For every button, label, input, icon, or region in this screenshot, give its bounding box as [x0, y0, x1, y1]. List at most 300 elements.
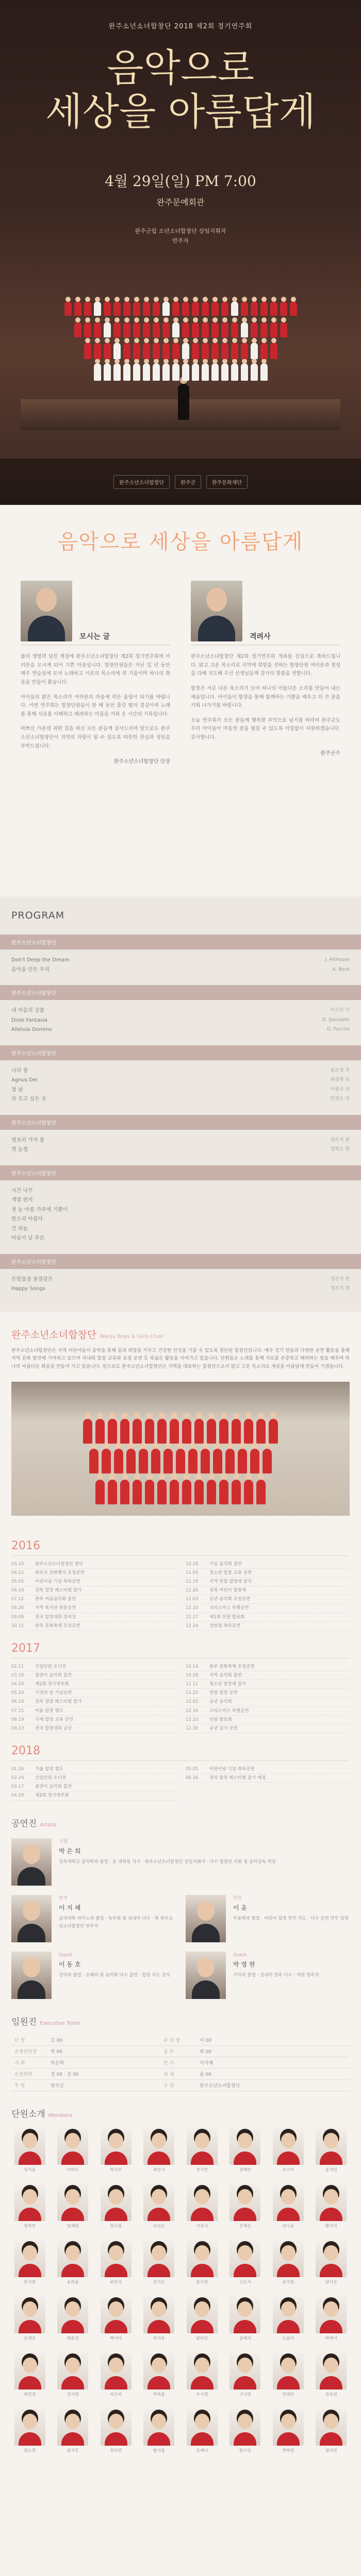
member-photo	[316, 2409, 347, 2446]
greeting-section	[0, 505, 361, 896]
program-item-composer: 송은정 곡	[330, 1067, 350, 1073]
history-text: 전북 합창 페스티벌 참가	[35, 1588, 82, 1594]
member-photo	[316, 2128, 347, 2165]
poster-title-line2: 세상을 아름답게	[45, 90, 316, 134]
program-item-title: 첫 눈썹	[11, 1147, 28, 1153]
history-date: 02.24	[11, 1775, 24, 1781]
performer-card	[11, 1838, 350, 1886]
member-card	[141, 2352, 178, 2397]
program-item	[11, 1006, 350, 1016]
staff-row	[11, 2079, 350, 2091]
history-grid	[11, 1765, 350, 1801]
member-card	[227, 2352, 264, 2397]
history-text: 송년 감사 공연	[209, 1725, 238, 1731]
history-grid	[11, 1663, 350, 1733]
staff-name: 정 00 · 강 00	[47, 2068, 160, 2079]
history-date: 12.16	[186, 1708, 199, 1714]
intro-title-text: 완주소년소녀합창단	[11, 1329, 97, 1341]
singer-figure	[84, 322, 91, 337]
member-name: 현수민	[239, 2448, 251, 2453]
member-name: 남다인	[196, 2335, 208, 2341]
singer-figure	[241, 363, 248, 381]
singer-figure	[64, 301, 72, 316]
greeting-left-p1: 봄의 생명력 넘친 계절에 완주소년소녀합창단 제2회 정기연주회에 여러분을 모시게 되어 기쁜 마음입니다. 합창단원들은 지난 일 년 동안 매주 연습실에 모여 노래하고 서로의 목소리에 귀 기울이며 하나의 화음을 만들어 왔습니다.	[21, 654, 170, 685]
history-date: 10.28	[186, 1561, 199, 1567]
singer-figure	[231, 301, 238, 316]
singer-figure	[113, 322, 121, 337]
portrait-photo	[21, 581, 72, 641]
member-name: 양시은	[325, 2279, 337, 2284]
program-item-title: Happy Songs	[11, 1286, 45, 1292]
performers-subtitle: Artists	[40, 1822, 57, 1828]
singer-figure	[231, 343, 238, 359]
singer-figure	[162, 343, 170, 359]
singer-figure	[151, 1449, 160, 1473]
staff-row	[11, 2045, 350, 2057]
history-text: 완주 문화축제 초청공연	[35, 1623, 80, 1629]
member-photo	[143, 2296, 174, 2333]
poster-accompanist: 반주자	[172, 237, 189, 244]
history-date: 11.11	[186, 1682, 199, 1687]
poster-top-line: 완주소년소녀합창단 2018 제2회 정기연주회	[108, 23, 253, 30]
member-photo	[143, 2128, 174, 2165]
history-text: 지역 연합 합창제 참가	[209, 1579, 252, 1585]
program-item-composer: 정은지 편	[330, 1286, 350, 1291]
greeting-right-p1: 완주소년소녀합창단 제2회 정기연주회 개최를 진심으로 축하드립니다. 맑고 고운 목소리로 지역에 희망을 전하는 합창단원 여러분과 정성을 다해 지도해 주신 선생님들께 감사의 말씀을 전합니다.	[191, 654, 340, 677]
singer-figure	[172, 322, 179, 337]
history-date: 12.17	[186, 1614, 199, 1620]
member-card	[313, 2184, 350, 2229]
singer-figure	[221, 343, 228, 359]
staff-row	[11, 2035, 350, 2046]
member-card	[313, 2296, 350, 2341]
history-date: 12.10	[186, 1605, 199, 1611]
history-event	[11, 1698, 175, 1706]
program-item-title: 한소리 아름다	[11, 1216, 43, 1222]
staff-table	[11, 2035, 350, 2091]
history-grid	[11, 1560, 350, 1631]
singer-figure	[133, 343, 140, 359]
performer-photo	[11, 1895, 52, 1942]
member-card	[11, 2352, 48, 2397]
singer-figure	[84, 343, 91, 359]
member-card	[97, 2184, 135, 2229]
singer-figure	[256, 1419, 266, 1444]
singer-figure	[251, 363, 258, 381]
staff-title	[11, 2014, 350, 2027]
program-item-title: 꼭 오고 싶은 곳	[11, 1096, 46, 1102]
poster-crew	[0, 227, 361, 246]
program-item-title: 청 남	[11, 1087, 23, 1093]
history-event	[11, 1569, 175, 1578]
member-name: 류민지	[110, 2279, 122, 2284]
member-photo	[14, 2352, 45, 2389]
member-name: 배유진	[67, 2335, 79, 2341]
singer-figure	[250, 1449, 259, 1473]
singer-figure	[221, 322, 228, 337]
program-item	[11, 965, 350, 975]
singer-figure	[162, 322, 170, 337]
singer-figure	[153, 363, 160, 381]
history-text: 겨울 합창 캠프	[35, 1767, 63, 1772]
history-date: 11.25	[186, 1690, 199, 1696]
member-photo	[101, 2184, 132, 2221]
history-date: 11.19	[186, 1579, 199, 1585]
history-event	[11, 1622, 175, 1631]
performer-desc: 무용학과 졸업 · 어린이 합창 안무 지도 · 다수 공연 안무 담당	[233, 1916, 349, 1922]
member-photo	[143, 2409, 174, 2446]
program-item-composer: G. Puccini	[326, 1027, 350, 1032]
singer-figure	[251, 343, 258, 359]
member-card	[55, 2296, 92, 2341]
member-photo	[143, 2352, 174, 2389]
singer-figure	[114, 1449, 123, 1473]
history-event	[186, 1707, 350, 1716]
history-date: 04.29	[11, 1682, 24, 1687]
singer-figure	[145, 1419, 154, 1444]
performer-name: 박 은 희	[59, 1847, 81, 1855]
history-date: 02.11	[11, 1664, 24, 1669]
poster-venue: 완주문예회관	[156, 197, 205, 207]
staff-name: 최 00	[196, 2045, 350, 2057]
singer-figure	[84, 301, 91, 316]
member-photo	[57, 2352, 88, 2389]
singer-figure	[251, 301, 258, 316]
performer-name: 이 동 호	[59, 1960, 81, 1968]
program-item	[11, 1145, 350, 1155]
greeting-right-sign: 완주군수	[320, 750, 340, 756]
singer-figure	[170, 1419, 179, 1444]
singer-figure	[194, 1419, 204, 1444]
greeting-left	[21, 581, 170, 765]
program-item-title: 나의 꿈	[11, 1067, 28, 1074]
singer-figure	[145, 1480, 154, 1504]
program-item	[11, 1187, 350, 1196]
singer-figure	[133, 1419, 142, 1444]
history-text: 가을 음악회 출연	[209, 1561, 242, 1567]
member-photo	[229, 2240, 260, 2277]
program-item-title: 첫 눈 아름 가루에 기쁨이	[11, 1207, 68, 1213]
program-item-title: 별보러 가자 봄	[11, 1137, 45, 1143]
program-item-title: 시간 나무	[11, 1188, 33, 1194]
member-photo	[187, 2352, 218, 2389]
singer-figure	[211, 322, 219, 337]
singer-figure	[104, 343, 111, 359]
history-date: 11.05	[186, 1570, 199, 1575]
staff-role: 반 주	[160, 2057, 196, 2068]
singer-figure	[153, 322, 160, 337]
singer-figure	[133, 363, 140, 381]
member-photo	[14, 2409, 45, 2446]
history-date: 11.26	[186, 1588, 199, 1594]
history-text: 송년 음악회 초청공연	[209, 1597, 251, 1602]
history-event	[11, 1595, 175, 1604]
member-card	[227, 2184, 264, 2229]
program-item-title: 마음이 날 푸른	[11, 1235, 45, 1241]
member-name: 임채원	[67, 2223, 79, 2228]
program-part-label: 완주소년소녀합창단	[0, 985, 361, 1000]
history-text: 신입단원 오디션	[35, 1775, 67, 1781]
singer-figure	[120, 1480, 129, 1504]
program-part	[0, 1165, 361, 1246]
singer-figure	[94, 301, 101, 316]
program-part	[0, 1115, 361, 1157]
logo-foundation: 완주문화재단	[206, 475, 248, 489]
history-text: 전북 합창 페스티벌 참가	[35, 1699, 82, 1705]
member-photo	[14, 2240, 45, 2277]
member-card	[97, 2240, 135, 2285]
history-event	[11, 1765, 175, 1774]
program-part	[0, 935, 361, 977]
member-name: 심예지	[239, 2335, 251, 2341]
member-name: 박지우	[110, 2167, 122, 2172]
history-event	[186, 1569, 350, 1578]
member-photo	[101, 2128, 132, 2165]
member-card	[227, 2296, 264, 2341]
program-item-composer: A. Beck	[332, 967, 350, 972]
member-photo	[14, 2296, 45, 2333]
member-card	[11, 2240, 48, 2285]
member-photo	[316, 2184, 347, 2221]
history-event	[11, 1689, 175, 1698]
greeting-left-sign: 완주소년소녀합창단 단장	[113, 759, 170, 765]
history-date: 08.19	[11, 1717, 24, 1722]
history-date: 03.18	[11, 1673, 24, 1679]
history-text: 신입단원 오디션	[35, 1664, 67, 1669]
poster-conductor: 완주군립 소년소녀합창단 상임지휘자	[135, 228, 226, 234]
history-text: 전국 합창대회 장려상	[35, 1614, 76, 1620]
singer-figure	[172, 301, 179, 316]
history-text: 지역 음악회 출연	[209, 1673, 242, 1679]
performer-card	[186, 1952, 350, 1999]
history-date: 05.20	[11, 1690, 24, 1696]
performer-name: 이 지 혜	[59, 1904, 81, 1911]
photo-row	[11, 1449, 350, 1473]
intro-title	[11, 1327, 350, 1341]
program-title: PROGRAM	[11, 910, 65, 921]
history-event	[11, 1604, 175, 1613]
singer-figure	[260, 343, 268, 359]
member-name: 차은비	[110, 2392, 122, 2397]
singer-figure	[133, 301, 140, 316]
program-part-label: 완주소년소녀합창단	[0, 1254, 361, 1269]
history-text: 지역 복지관 위문공연	[35, 1605, 76, 1611]
history-date: 06.18	[11, 1588, 24, 1594]
staff-row	[11, 2057, 350, 2068]
member-photo	[187, 2128, 218, 2165]
history-date: 09.23	[11, 1725, 24, 1731]
program-item	[11, 1025, 350, 1035]
history-event	[11, 1586, 175, 1595]
history-event	[11, 1707, 175, 1716]
history-column	[11, 1765, 175, 1801]
member-photo	[101, 2409, 132, 2446]
history-text: 제1회 단원 발표회	[209, 1614, 245, 1620]
history-text: 여름 합창 캠프	[35, 1708, 63, 1714]
singer-figure	[74, 301, 81, 316]
performer-role: Guest	[233, 1952, 247, 1958]
member-photo	[316, 2240, 347, 2277]
greeting-right-p3: 오늘 연주회가 모든 분들께 행복한 추억으로 남기를 바라며 완주군도 우리 아이들이 마음껏 꿈을 펼칠 수 있도록 아낌없이 지원하겠습니다. 감사합니다.	[191, 717, 340, 740]
history-text: 완주군 문화행사 초청공연	[35, 1570, 85, 1575]
singer-figure	[192, 301, 199, 316]
program-part-label: 완주소년소녀합창단	[0, 1115, 361, 1130]
program-item-title: 음악을 만든 우리	[11, 967, 50, 973]
staff-name: 박은희	[47, 2057, 160, 2068]
singer-figure	[202, 363, 209, 381]
program-item-title: 내 마음의 강물	[11, 1008, 45, 1013]
performer-card	[11, 1895, 175, 1942]
intro-subtitle: Wanju Boys & Girls Choir	[100, 1333, 164, 1340]
history-date: 09.09	[11, 1614, 24, 1620]
singer-figure	[221, 301, 228, 316]
singer-figure	[153, 301, 160, 316]
member-name: 신예은	[239, 2223, 251, 2228]
staff-name: 완주소년소녀합창단	[196, 2079, 350, 2091]
singer-figure	[123, 322, 130, 337]
history-event	[186, 1671, 350, 1680]
history-event	[186, 1613, 350, 1622]
program-part-items	[0, 1180, 361, 1246]
history-date: 01.20	[11, 1767, 24, 1772]
singer-figure	[123, 301, 130, 316]
member-card	[270, 2409, 307, 2453]
singer-figure	[192, 322, 199, 337]
history-date: 07.12	[11, 1597, 24, 1602]
choir-intro-section	[0, 1312, 361, 1516]
performer-name: 이 윤	[233, 1904, 247, 1911]
program-item	[11, 1086, 350, 1095]
staff-subtitle: Executive Team	[40, 2020, 80, 2026]
program-item	[11, 1196, 350, 1206]
program-item	[11, 1225, 350, 1234]
member-card	[11, 2128, 48, 2173]
program-part	[0, 1045, 361, 1107]
member-photo	[229, 2128, 260, 2165]
member-photo	[143, 2184, 174, 2221]
singer-figure	[270, 301, 277, 316]
history-text: 봄맞이 음악회 출연	[35, 1673, 72, 1679]
choir-row	[21, 363, 340, 381]
singer-figure	[153, 343, 160, 359]
history-text: 완주 여름음악회 출연	[35, 1597, 76, 1602]
staff-role: 운영위원	[11, 2068, 47, 2079]
member-photo	[316, 2352, 347, 2389]
singer-figure	[143, 343, 150, 359]
performer-card	[186, 1895, 350, 1942]
poster-logos	[113, 475, 248, 489]
singer-figure	[194, 1480, 204, 1504]
performer-desc: 성악과 졸업 · 오페라 및 음악회 다수 출연 · 합창 지도 강사	[59, 1973, 170, 1978]
program-item	[11, 1275, 350, 1285]
history-text: 크리스마스 특별공연	[209, 1605, 249, 1611]
member-card	[11, 2184, 48, 2229]
history-event	[186, 1604, 350, 1613]
history-text: 봄맞이 음악회 출연	[35, 1784, 72, 1790]
history-date: 05.05	[186, 1767, 199, 1772]
staff-name: 이 00	[196, 2035, 350, 2046]
history-date: 12.23	[186, 1717, 199, 1722]
member-name: 주하율	[153, 2392, 165, 2397]
history-event	[186, 1586, 350, 1595]
staff-role: 단 장	[11, 2035, 47, 2046]
member-card	[55, 2352, 92, 2397]
member-photo	[101, 2240, 132, 2277]
member-photo	[187, 2184, 218, 2221]
singer-figure	[94, 363, 101, 381]
member-card	[313, 2240, 350, 2285]
singer-figure	[260, 322, 268, 337]
history-event	[186, 1595, 350, 1604]
history-event	[11, 1724, 175, 1733]
member-name: 곽민경	[24, 2392, 36, 2397]
singer-figure	[221, 363, 228, 381]
singer-figure	[202, 322, 209, 337]
history-text: 가정의 달 기념공연	[35, 1690, 72, 1696]
singer-figure	[207, 1480, 216, 1504]
singer-figure	[113, 343, 121, 359]
member-name: 송하윤	[67, 2279, 79, 2284]
program-item-composer: 정은지 편	[330, 1137, 350, 1143]
member-photo	[57, 2184, 88, 2221]
member-card	[141, 2296, 178, 2341]
history-date: 05.05	[11, 1579, 24, 1585]
history-text: 청소년 합창제 참가	[209, 1682, 247, 1687]
singer-figure	[113, 301, 121, 316]
performer-role: Guest	[59, 1952, 73, 1958]
singer-figure	[260, 363, 268, 381]
singer-figure	[182, 343, 189, 359]
history-section	[0, 1516, 361, 1801]
performer-desc: 전북대학교 음악학과 졸업 · 동 대학원 석사 · 완주소년소녀합창단 상임지휘자 · 다수 합창단 지휘 및 음악감독 역임	[59, 1859, 276, 1865]
singer-figure	[211, 343, 219, 359]
history-event	[186, 1689, 350, 1698]
member-photo	[229, 2296, 260, 2333]
greeting-left-p3: 바쁘신 가운데 귀한 걸음 하신 모든 분들께 감사드리며 앞으로도 완주소년소녀합창단이 지역의 자랑이 될 수 있도록 따뜻한 관심과 성원을 부탁드립니다.	[21, 726, 170, 749]
history-date: 10.14	[186, 1664, 199, 1669]
program-item	[11, 1076, 350, 1086]
member-card	[184, 2240, 221, 2285]
choir-row	[21, 301, 340, 316]
poster-footer	[0, 459, 361, 505]
program-part-items	[0, 950, 361, 977]
staff-role: 지 휘	[11, 2057, 47, 2068]
performer-photo	[186, 1895, 226, 1942]
greeting-right	[191, 581, 340, 765]
program-item	[11, 1284, 350, 1294]
singer-figure	[162, 363, 170, 381]
history-event	[11, 1578, 175, 1586]
program-item-composer: 이광수 곡	[330, 1087, 350, 1092]
history-text: 어린이날 기념 축하공연	[35, 1579, 80, 1585]
member-card	[55, 2128, 92, 2173]
poster-date-block	[0, 170, 361, 208]
member-name: 전가은	[153, 2279, 165, 2284]
member-name: 방서율	[153, 2448, 165, 2453]
member-photo	[143, 2240, 174, 2277]
member-card	[227, 2409, 264, 2453]
program-item	[11, 1215, 350, 1225]
singer-figure	[139, 1449, 148, 1473]
history-date: 07.15	[11, 1708, 24, 1714]
logo-choir: 완주소년소녀합창단	[113, 475, 170, 489]
singer-figure	[244, 1419, 253, 1444]
member-name: 강예린	[239, 2167, 251, 2172]
member-name: 원지호	[67, 2448, 79, 2453]
singer-figure	[143, 363, 150, 381]
member-name: 황지아	[325, 2223, 337, 2228]
member-name: 윤지민	[325, 2167, 337, 2172]
